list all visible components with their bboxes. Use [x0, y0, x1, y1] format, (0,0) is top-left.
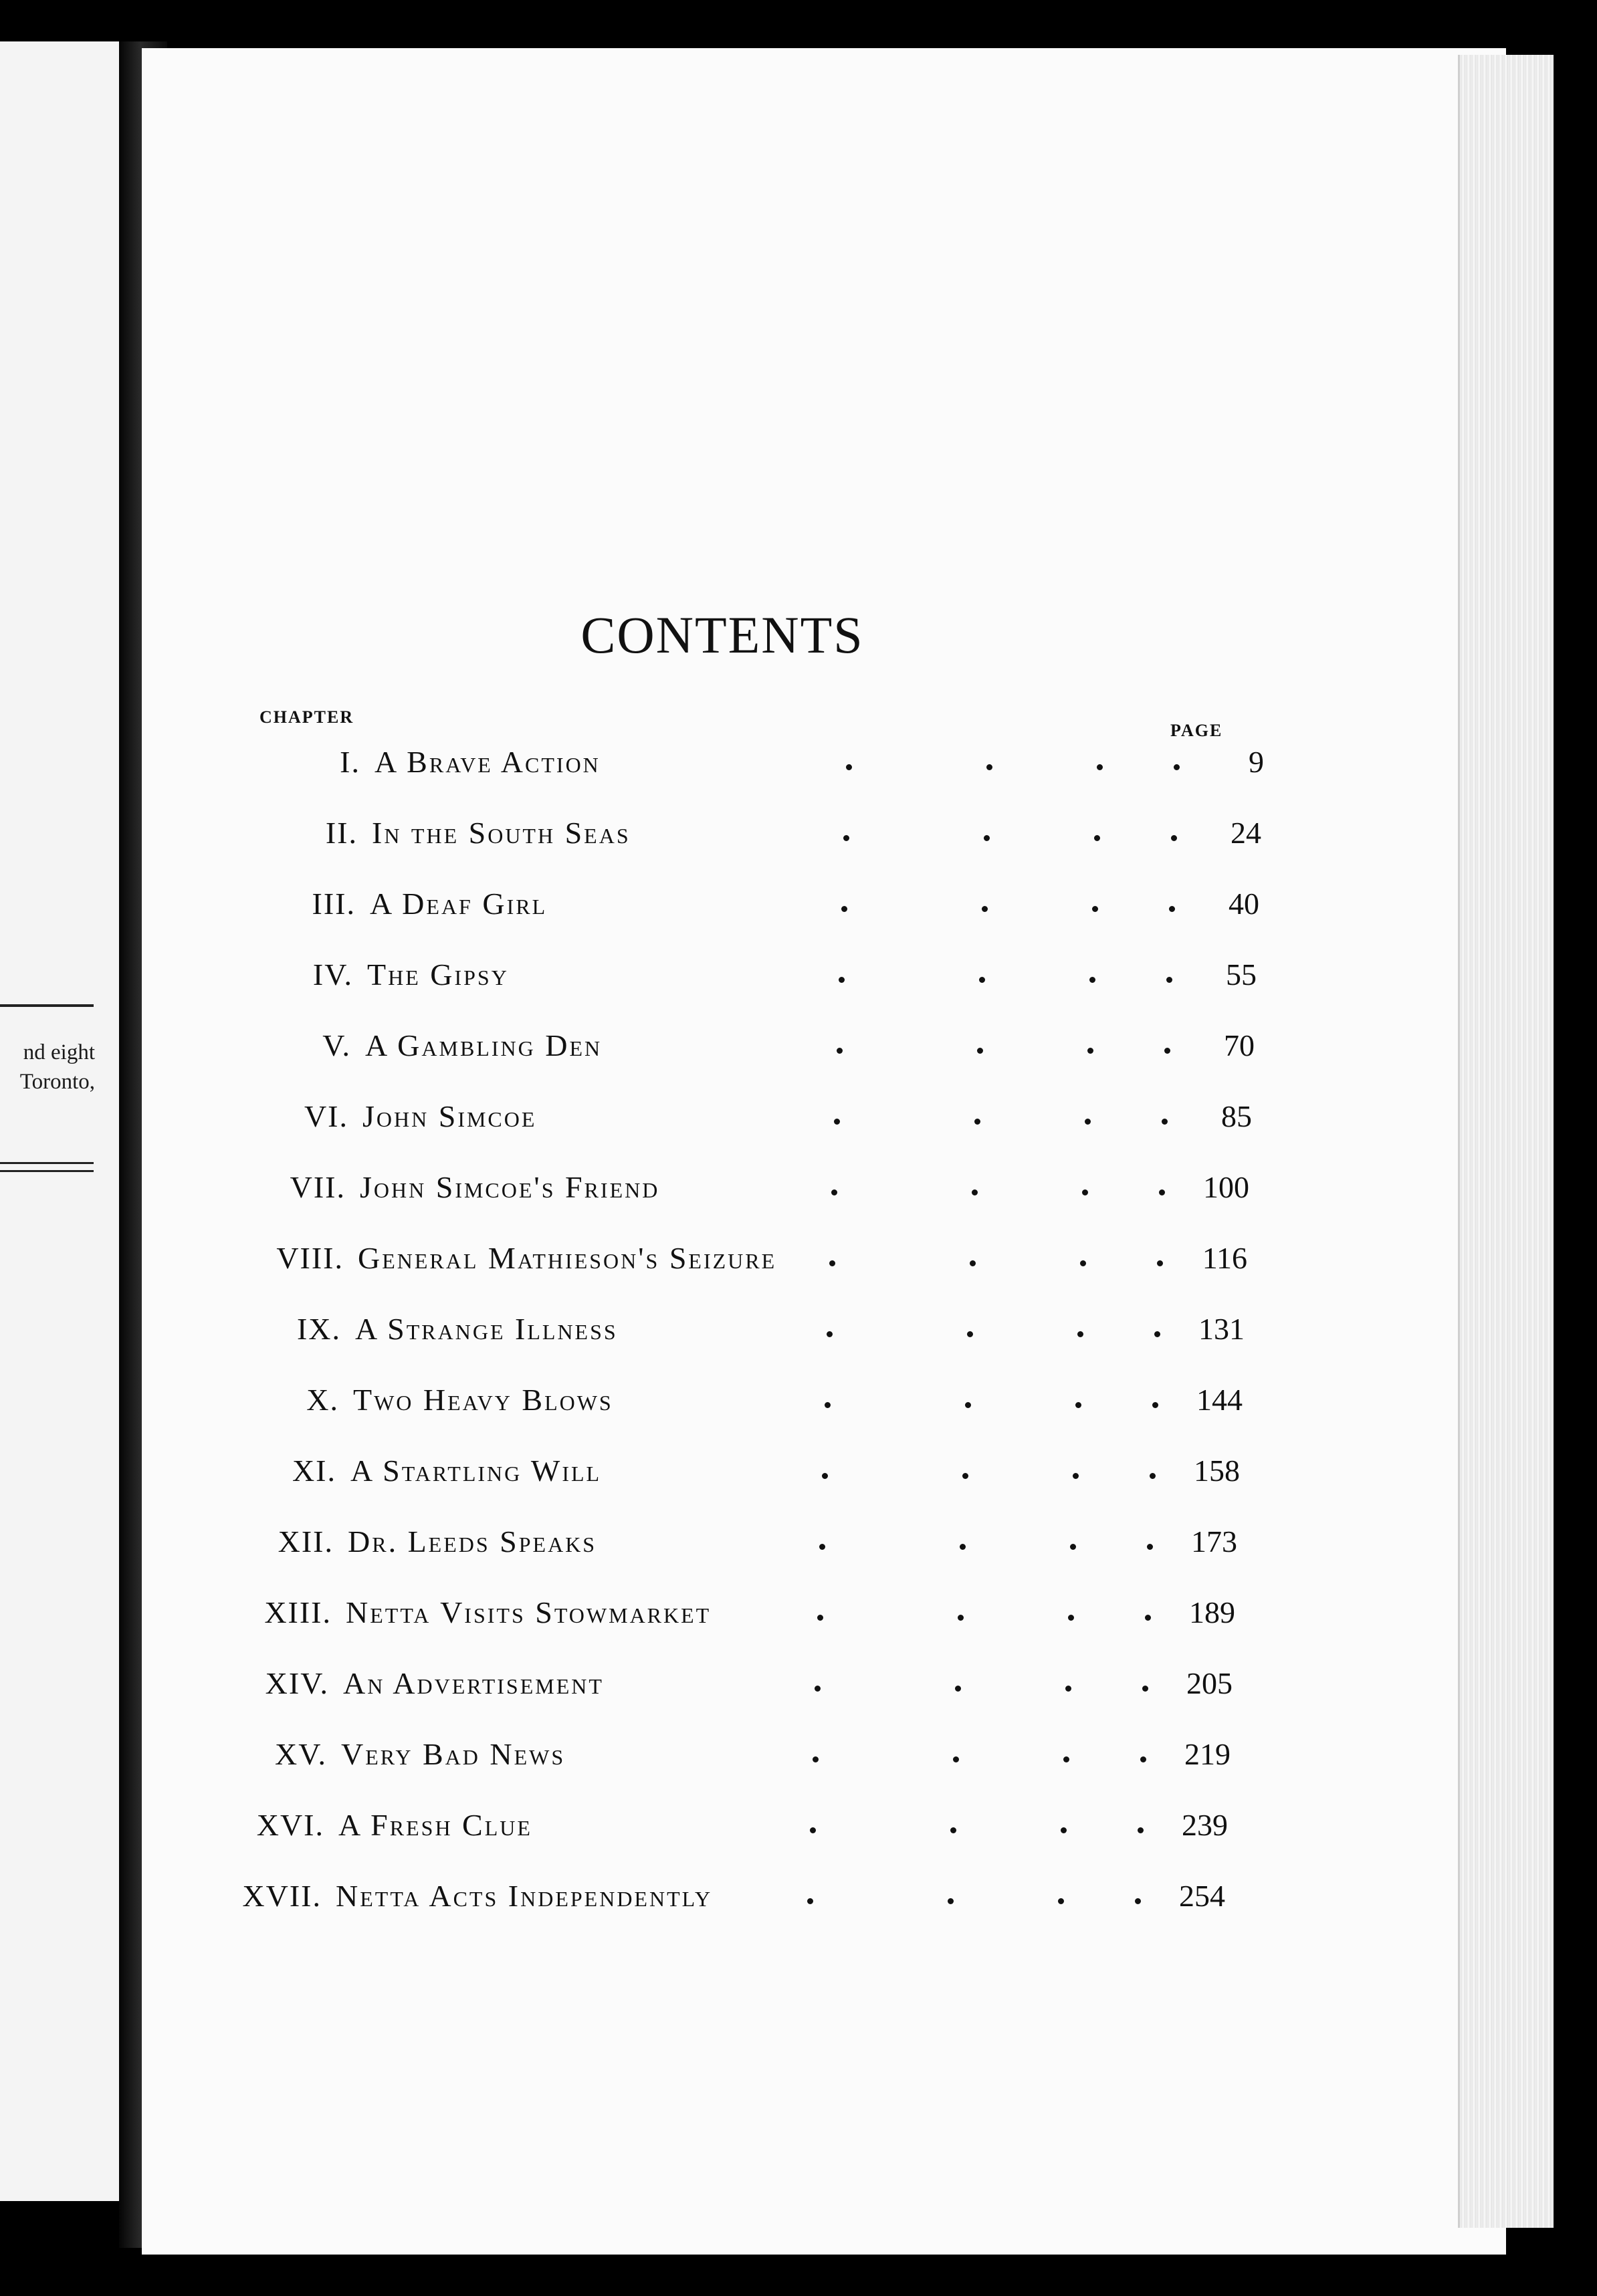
- leader-dot: [1174, 764, 1180, 770]
- dot-leaders: [760, 1093, 1252, 1140]
- page-number: 24: [1231, 816, 1261, 850]
- leader-dot: [977, 1048, 983, 1054]
- contents-page: [142, 48, 1506, 2255]
- leader-dot: [1152, 1402, 1158, 1408]
- leader-dot: [839, 977, 845, 983]
- chapter-number: XI.: [292, 1454, 336, 1488]
- leader-dot: [960, 1544, 966, 1550]
- leader-dot: [846, 764, 852, 770]
- leader-dot: [1159, 1189, 1165, 1195]
- leader-dot: [1094, 835, 1100, 841]
- page-number: 55: [1226, 957, 1257, 992]
- chapter-number: XII.: [278, 1524, 334, 1559]
- chapter-number: VII.: [290, 1170, 346, 1204]
- page-title: CONTENTS: [580, 606, 864, 664]
- toc-row: [37, 1022, 1255, 1069]
- chapter-number: III.: [312, 887, 356, 921]
- leader-dot: [986, 764, 992, 770]
- leader-dot: [974, 1119, 980, 1125]
- toc-row: [11, 1802, 1228, 1849]
- dot-leaders: [770, 810, 1261, 856]
- page-number: 144: [1196, 1383, 1243, 1417]
- chapter-title: A Brave Action: [375, 745, 601, 779]
- chapter-title: A Startling Will: [350, 1454, 602, 1488]
- leader-dot: [1092, 906, 1098, 912]
- leader-dot: [837, 1048, 843, 1054]
- page-number: 131: [1198, 1312, 1245, 1346]
- leader-dot: [967, 1331, 973, 1337]
- toc-row: [8, 1873, 1225, 1920]
- chapter-title: The Gipsy: [367, 957, 509, 992]
- chapter-number: XVI.: [256, 1808, 324, 1842]
- leader-dot: [984, 835, 990, 841]
- toc-row: [20, 1518, 1237, 1565]
- leader-dot: [1157, 1260, 1163, 1266]
- toc-row: [25, 1377, 1243, 1423]
- leader-dot: [819, 1544, 825, 1550]
- page-number: 116: [1202, 1241, 1247, 1275]
- leader-dot: [972, 1189, 978, 1195]
- chapter-number: VI.: [304, 1099, 348, 1133]
- page-number: 158: [1194, 1454, 1240, 1488]
- leader-dot: [955, 1686, 961, 1692]
- page-number: 189: [1189, 1595, 1235, 1629]
- chapter-number: V.: [322, 1028, 351, 1062]
- dot-leaders: [748, 1448, 1240, 1494]
- page-number: 100: [1203, 1170, 1249, 1204]
- dot-leaders: [768, 881, 1259, 927]
- leader-dot: [829, 1260, 835, 1266]
- leader-dot: [1070, 1544, 1076, 1550]
- toc-row: [27, 1306, 1245, 1353]
- dot-leaders: [734, 1873, 1225, 1920]
- chapter-number: XIV.: [265, 1666, 329, 1700]
- chapter-title: John Simcoe: [362, 1099, 537, 1133]
- leader-dot: [1162, 1119, 1168, 1125]
- leader-dot: [1075, 1402, 1081, 1408]
- leader-dot: [1063, 1756, 1069, 1762]
- page-column-header: PAGE: [1170, 721, 1223, 740]
- leader-dot: [815, 1686, 821, 1692]
- toc-row: [32, 1164, 1249, 1211]
- leader-dot: [817, 1615, 823, 1621]
- dot-leaders: [756, 1235, 1247, 1282]
- toc-row: [23, 1448, 1240, 1494]
- chapter-title: Netta Acts Independently: [336, 1879, 713, 1913]
- leader-dot: [1080, 1260, 1086, 1266]
- leader-dot: [813, 1756, 819, 1762]
- chapter-number: II.: [325, 816, 358, 850]
- facing-page-text-line: nd eight: [23, 1040, 95, 1064]
- chapter-title: An Advertisement: [343, 1666, 604, 1700]
- toc-row: [47, 739, 1264, 786]
- leader-dot: [1171, 835, 1177, 841]
- page-number: 254: [1179, 1879, 1225, 1913]
- leader-dot: [834, 1119, 840, 1125]
- chapter-title: Two Heavy Blows: [353, 1383, 613, 1417]
- leader-dot: [822, 1473, 828, 1479]
- toc-row: [15, 1660, 1233, 1707]
- leader-dot: [1077, 1331, 1083, 1337]
- page-number: 9: [1249, 745, 1264, 779]
- leader-dot: [1138, 1827, 1144, 1833]
- leader-dot: [1164, 1048, 1170, 1054]
- chapter-number: IV.: [312, 957, 353, 992]
- facing-page-text-line: Toronto,: [19, 1070, 95, 1094]
- chapter-title: Very Bad News: [341, 1737, 566, 1771]
- chapter-number: I.: [340, 745, 360, 779]
- leader-dot: [1154, 1331, 1160, 1337]
- chapter-column-header: CHAPTER: [259, 707, 354, 727]
- toc-row: [39, 951, 1257, 998]
- dot-leaders: [741, 1660, 1233, 1707]
- leader-dot: [979, 977, 985, 983]
- leader-dot: [1065, 1686, 1071, 1692]
- leader-dot: [1073, 1473, 1079, 1479]
- leader-dot: [1140, 1756, 1146, 1762]
- leader-dot: [1058, 1898, 1064, 1904]
- leader-dot: [1089, 977, 1095, 983]
- leader-dot: [825, 1402, 831, 1408]
- page-number: 70: [1224, 1028, 1255, 1062]
- chapter-title: John Simcoe's Friend: [360, 1170, 660, 1204]
- page-number: 85: [1221, 1099, 1252, 1133]
- chapter-number: VIII.: [276, 1241, 344, 1275]
- leader-dot: [982, 906, 988, 912]
- leader-dot: [1166, 977, 1172, 983]
- chapter-title: In the South Seas: [372, 816, 631, 850]
- toc-row: [13, 1731, 1231, 1778]
- page-number: 239: [1182, 1808, 1228, 1842]
- dot-leaders: [739, 1731, 1231, 1778]
- leader-dot: [843, 835, 849, 841]
- toc-row: [18, 1589, 1235, 1636]
- leader-dot: [1097, 764, 1103, 770]
- chapter-title: Netta Visits Stowmarket: [346, 1595, 712, 1629]
- leader-dot: [950, 1827, 956, 1833]
- leader-dot: [1169, 906, 1175, 912]
- page-number: 173: [1191, 1524, 1237, 1559]
- chapter-title: General Mathieson's Seizure: [358, 1241, 777, 1275]
- dot-leaders: [751, 1377, 1243, 1423]
- leader-dot: [965, 1402, 971, 1408]
- chapter-number: IX.: [296, 1312, 341, 1346]
- dot-leaders: [746, 1518, 1237, 1565]
- page-number: 219: [1184, 1737, 1231, 1771]
- horizontal-rule: [0, 1004, 94, 1007]
- leader-dot: [970, 1260, 976, 1266]
- chapter-number: XVII.: [242, 1879, 322, 1913]
- page-number: 205: [1186, 1666, 1233, 1700]
- dot-leaders: [736, 1802, 1228, 1849]
- chapter-number: XIII.: [264, 1595, 332, 1629]
- leader-dot: [948, 1898, 954, 1904]
- dot-leaders: [772, 739, 1264, 786]
- chapter-title: A Strange Illness: [355, 1312, 618, 1346]
- leader-dot: [962, 1473, 968, 1479]
- leader-dot: [841, 906, 847, 912]
- leader-dot: [807, 1898, 813, 1904]
- dot-leaders: [744, 1589, 1235, 1636]
- dot-leaders: [753, 1306, 1245, 1353]
- leader-dot: [831, 1189, 837, 1195]
- leader-dot: [827, 1331, 833, 1337]
- chapter-title: A Gambling Den: [365, 1028, 603, 1062]
- dot-leaders: [763, 1022, 1255, 1069]
- chapter-number: XV.: [274, 1737, 327, 1771]
- dot-leaders: [765, 951, 1257, 998]
- leader-dot: [1145, 1615, 1151, 1621]
- leader-dot: [1068, 1615, 1074, 1621]
- chapter-title: A Deaf Girl: [370, 887, 548, 921]
- leader-dot: [958, 1615, 964, 1621]
- toc-row: [42, 881, 1259, 927]
- leader-dot: [1085, 1119, 1091, 1125]
- page-number: 40: [1229, 887, 1259, 921]
- leader-dot: [953, 1756, 959, 1762]
- chapter-title: Dr. Leeds Speaks: [348, 1524, 597, 1559]
- toc-row: [35, 1093, 1252, 1140]
- toc-row: [30, 1235, 1247, 1282]
- chapter-title: A Fresh Clue: [338, 1808, 532, 1842]
- leader-dot: [1142, 1686, 1148, 1692]
- page-edge: [1458, 55, 1554, 2228]
- leader-dot: [810, 1827, 816, 1833]
- leader-dot: [1087, 1048, 1093, 1054]
- leader-dot: [1147, 1544, 1153, 1550]
- leader-dot: [1150, 1473, 1156, 1479]
- leader-dot: [1061, 1827, 1067, 1833]
- leader-dot: [1082, 1189, 1088, 1195]
- chapter-number: X.: [306, 1383, 339, 1417]
- toc-row: [44, 810, 1261, 856]
- leader-dot: [1135, 1898, 1141, 1904]
- dot-leaders: [758, 1164, 1249, 1211]
